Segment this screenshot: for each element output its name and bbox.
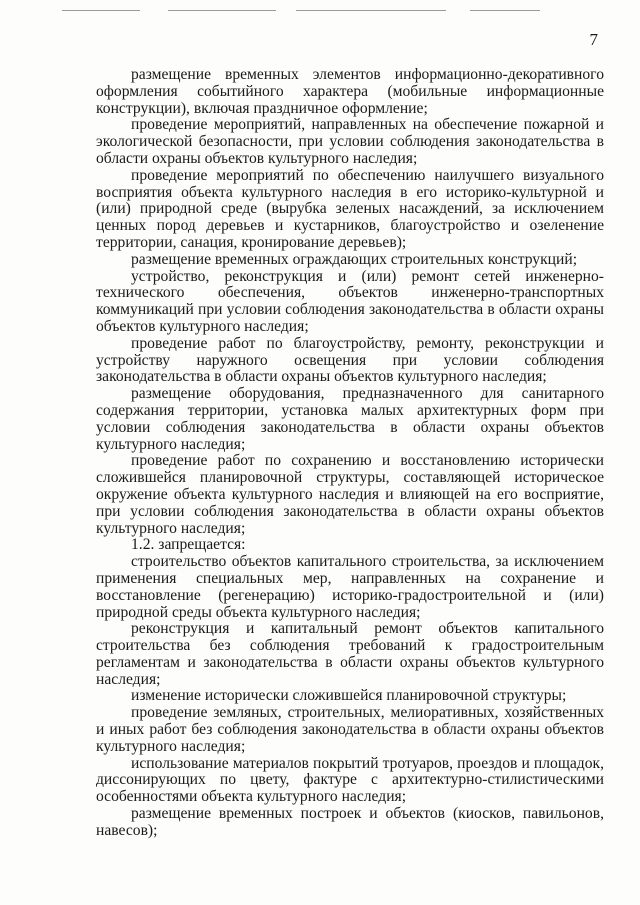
- paragraph: размещение временных ограждающих строительных конструкций;: [131, 250, 578, 268]
- paragraph: проведение мероприятий, направленных на обеспечение пожарной и экологической безопасности, при условии соблюдения законодательства в области охраны объектов культурного наследия;: [96, 116, 604, 167]
- paragraph: проведение земляных, строительных, мелиоративных, хозяйственных и иных работ без соблюдения законодательства в области охраны объектов культурного наследия;: [96, 704, 604, 755]
- paragraph: реконструкция и капитальный ремонт объектов капитального строительства без соблюдения требований к градостроительным регламентам и законодательства в области охраны объектов культурного наследия;: [96, 620, 604, 688]
- paragraph: использование материалов покрытий тротуаров, проездов и площадок, диссонирующих по цвету, фактуре с архитектурно-стилистическими особенностями объекта культурного наследия;: [96, 754, 604, 806]
- page-number: 7: [589, 30, 598, 49]
- scan-edge-line: [470, 10, 540, 11]
- paragraph: размещение временных элементов информационно-декоративного оформления событийного характера (мобильные информационные конструкции), включая праздничное оформление;: [96, 66, 604, 117]
- paragraph: проведение мероприятий по обеспечению наилучшего визуального восприятия объекта культурного наследия в его историко-культурной и (или) природной среде (вырубка зеленых насаждений, за исключением ценных пород деревьев и кустарников, благоустройство и озеленение территории, санация, кронирование деревьев);: [96, 166, 604, 251]
- scan-edge-line: [168, 10, 276, 11]
- paragraph: размещение временных построек и объектов (киосков, павильонов, навесов);: [96, 805, 604, 839]
- paragraph: изменение исторически сложившейся планировочной структуры;: [131, 687, 567, 705]
- paragraph: устройство, реконструкция и (или) ремонт сетей инженерно-технического обеспечения, объектов инженерно-транспортных коммуникаций при условии соблюдения законодательства в области охраны объектов культурного наследия;: [96, 267, 604, 335]
- section-heading: 1.2. запрещается:: [131, 536, 246, 554]
- document-body: [96, 67, 604, 840]
- scan-edge-line: [296, 10, 446, 11]
- paragraph: проведение работ по сохранению и восстановлению исторически сложившейся планировочной структуры, составляющей историческое окружение объекта культурного наследия и влияющей на его восприятие, при условии соблюдения законодательства в области охраны объектов культурного наследия;: [96, 452, 604, 537]
- paragraph: строительство объектов капитального строительства, за исключением применения специальных мер, направленных на сохранение и восстановление (регенерацию) историко-градостроительной и (или) природной среды объекта культурного наследия;: [96, 553, 604, 621]
- scan-edge-line: [62, 10, 140, 11]
- paragraph: размещение оборудования, предназначенного для санитарного содержания территории, установка малых архитектурных форм при условии соблюдения законодательства в области охраны объектов культурного наследия;: [96, 385, 604, 453]
- paragraph: проведение работ по благоустройству, ремонту, реконструкции и устройству наружного освещения при условии соблюдения законодательства в области охраны объектов культурного наследия;: [96, 334, 604, 386]
